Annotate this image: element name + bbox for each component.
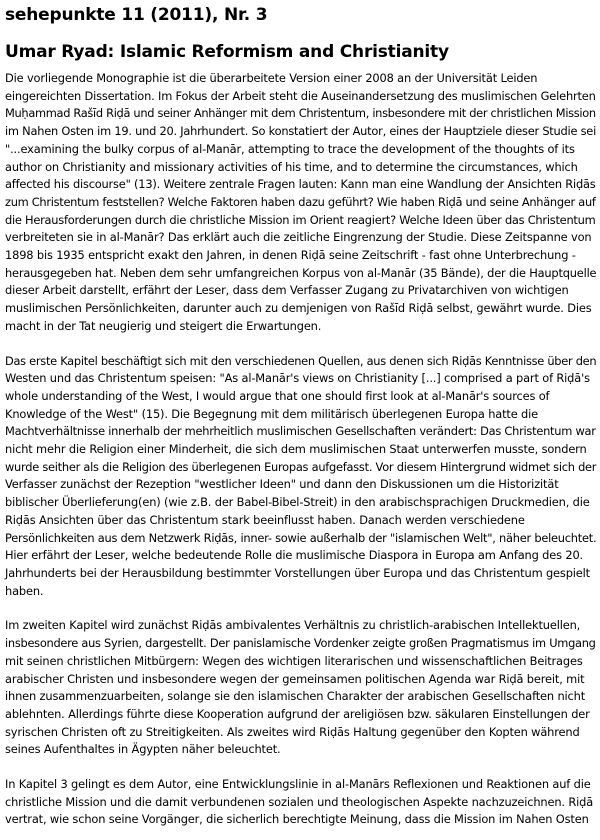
text-line: verbreiteten sie in al-Manār? Das erklärt auch die zeitliche Eingrenzung der Studie. Diese Zeitspanne von [5,230,592,245]
text-line: Das erste Kapitel beschäftigt sich mit den verschiedenen Quellen, aus denen sich Riḍās Kenntnisse über den [5,353,597,368]
text-line: Hier erfährt der Leser, welche bedeutende Rolle die muslimische Diaspora in Europa am Anfang des 20. [5,548,584,563]
text-line: 1898 bis 1935 entspricht exakt den Jahren, in denen Riḍā seine Zeitschrift - fast ohne Unterbrechung - [5,248,576,263]
paragraph-2 [5,353,597,601]
text-line: syrischen Christen oft zu Streitigkeiten. Als zweites wird Riḍās Haltung gegenüber den Kopten während [5,724,580,739]
text-line: eingereichten Dissertation. Im Fokus der Arbeit steht die Auseinandersetzung des muslimischen Gelehrten [5,88,596,103]
text-line: Westen und das Christentum speisen: "As al-Manār's views on Christianity [...] comprised a part of Riḍā's [5,371,590,386]
text-line: author on Christianity and missionary activities of his time, and to determine the circumstances, which [5,159,578,174]
text-line: herausgegeben hat. Neben dem sehr umfangreichen Korpus von al-Manār (35 Bände), der die Hauptquelle [5,265,597,280]
text-line: "...examining the bulky corpus of al-Manār, attempting to trace the development of the thoughts of its [5,141,575,156]
text-line: Die vorliegende Monographie ist die überarbeitete Version einer 2008 an der Universität Leiden [5,71,538,85]
text-line: die Herausforderungen durch die christliche Mission im Orient reagiert? Welche Ideen über das Christentum [5,212,596,227]
text-line: whole understanding of the West, I would argue that one should first look at al-Manār's sources of [5,388,550,403]
text-line: muslimischen Persönlichkeiten, darunter auch zu demjenigen von Rašīd Riḍā selbst, gewährt wurde. Dies [5,301,592,316]
text-line: vertrat, wie schon seine Vorgänger, die sicherlich berechtigte Meinung, dass die Mission im Nahen Osten [5,812,589,827]
text-line: ihnen zusammenzuarbeiten, solange sie den islamischen Charakter der arabischen Gesellschaften nicht [5,689,586,704]
text-line: mit seinen christlichen Mitbürgern: Wegen des wichtigen literarischen und wissenschaftlichen Beitrages [5,653,583,668]
text-line: Jahrhunderts bei der Herausbildung bestimmter Vorstellungen über Europa und das Christentum gespielt [5,565,590,580]
text-line: macht in der Tat neugierig und steigert die Erwartungen. [5,318,322,333]
text-line: insbesondere aus Syrien, dargestellt. Der panislamische Vordenker zeigte großen Pragmatismus im Umgang [5,636,596,651]
paragraph-4 [5,776,597,829]
text-line: zum Christentum feststellen? Welche Faktoren haben dazu geführt? Wie haben Riḍā und seine Anhänger auf [5,194,596,209]
text-line: seines Aufenthaltes in Ägypten näher beleuchtet. [5,742,281,757]
text-line: arabischer Christen und insbesondere wegen der gemeinsamen politischen Agenda war Riḍā bereit, mit [5,671,585,686]
text-line: dieser Arbeit darstellt, erfährt der Leser, dass dem Verfasser Zugang zu Privatarchiven von wichtigen [5,283,569,298]
text-line: Muḥammad Rašīd Riḍā und seiner Anhänger mit dem Christentum, insbesondere mit der christlichen Mission [5,106,596,121]
text-line: haben. [5,583,44,598]
text-line: nicht mehr die Religion einer Minderheit, die sich dem muslimischen Staat unterwerfen musste, sondern [5,442,587,457]
text-line: ablehnten. Allerdings führte diese Kooperation aufgrund der areligiösen bzw. säkularen Einstellungen der [5,706,590,721]
review-body [5,70,597,840]
text-line: christliche Mission und die damit verbundenen sozialen und theologischen Aspekte nachzuzeichnen. Riḍā [5,794,594,809]
text-line: biblischer Überlieferung(en) (wie z.B. der Babel-Bibel-Streit) in den arabischsprachigen Druckmedien, die [5,495,590,510]
text-line: Persönlichkeiten aus dem Netzwerk Riḍās, inner- sowie außerhalb der "islamischen Welt", näher beleuchtet. [5,530,597,545]
text-line: Riḍās Ansichten über das Christentum stark beeinflusst haben. Danach werden verschiedene [5,512,525,527]
journal-issue-heading: sehepunkte 11 (2011), Nr. 3 [5,5,268,25]
text-line: Knowledge of the West" (15). Die Begegnung mit dem militärisch überlegenen Europa hatte die [5,406,539,421]
text-line: Machtverhältnisse innerhalb der mehrheitlich muslimischen Gesellschaften verändert: Das Christentum war [5,424,596,439]
paragraph-1 [5,70,597,336]
text-line: In Kapitel 3 gelingt es dem Autor, eine Entwicklungslinie in al-Manārs Reflexionen und Reaktionen auf die [5,777,591,792]
review-title: Umar Ryad: Islamic Reformism and Christianity [5,42,449,62]
text-line: wurde seither als die Religion des überlegenen Europas aufgefasst. Vor diesem Hintergrund widmet sich der [5,459,597,474]
text-line: affected his discourse" (13). Weitere zentrale Fragen lauten: Kann man eine Wandlung der Ansichten Riḍās [5,177,596,192]
text-line: Verfasser zunächst der Rezeption "westlicher Ideen" und dann den Diskussionen um die Historizität [5,477,559,492]
text-line: im Nahen Osten im 19. und 20. Jahrhundert. So konstatiert der Autor, eines der Hauptziele dieser Studie sei [5,124,597,139]
text-line: Im zweiten Kapitel wird zunächst Riḍās ambivalentes Verhältnis zu christlich-arabischen Intellektuellen, [5,618,581,633]
paragraph-3 [5,617,597,759]
